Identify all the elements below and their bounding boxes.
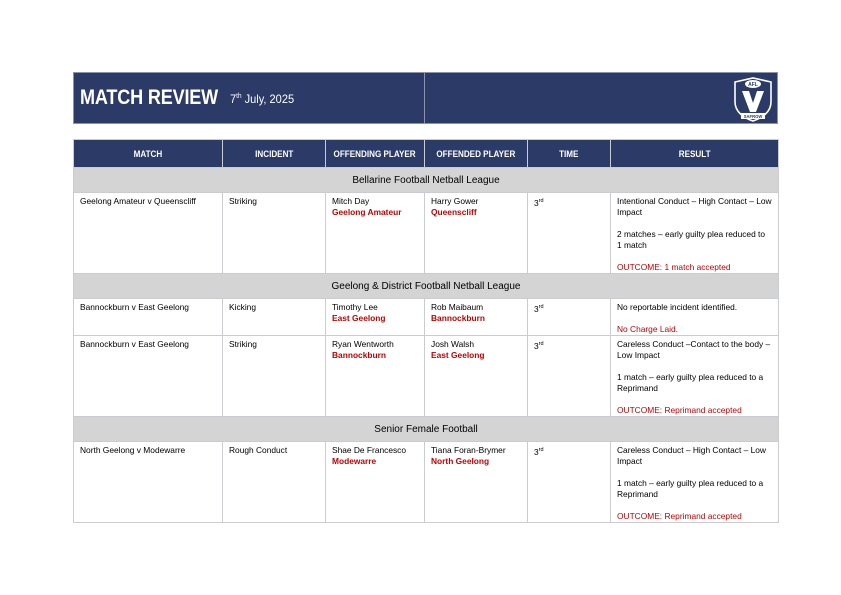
time-cell [528,299,611,336]
header-banner [73,72,778,124]
match-review-table [73,139,779,523]
column-header-match: MATCH [74,140,223,168]
outcome-text: OUTCOME: Reprimand accepted [617,511,742,521]
result-line: 2 matches – early guilty plea reduced to 1 match [617,229,766,250]
match-cell: North Geelong v Modewarre [74,442,223,523]
column-header-offended-player: OFFENDED PLAYER [425,140,528,168]
table-row [74,442,779,523]
table-row [74,299,779,336]
time-quarter: 3 [534,304,539,314]
result-line: Careless Conduct –Contact to the body – Low Impact [617,339,771,360]
logo-bottom-text: SAFROW [743,114,763,119]
result-line: Intentional Conduct – High Contact – Low Impact [617,196,772,217]
result-cell [611,193,779,274]
offending-player-team: Bannockburn [332,350,386,360]
date-suffix: th [236,93,242,100]
incident-cell: Rough Conduct [223,442,326,523]
result-cell [611,336,779,417]
offending-player-cell [326,442,425,523]
offended-player-name: Josh Walsh [431,339,474,349]
offended-player-cell [425,193,528,274]
table-header-row [74,140,779,168]
column-header-time: TIME [528,140,611,168]
offending-player-name: Mitch Day [332,196,370,206]
outcome-text: OUTCOME: Reprimand accepted [617,405,742,415]
column-header-offending-player: OFFENDING PLAYER [326,140,425,168]
time-cell [528,442,611,523]
match-cell: Bannockburn v East Geelong [74,299,223,336]
result-line: 1 match – early guilty plea reduced to a Reprimand [617,478,764,499]
incident-cell: Striking [223,193,326,274]
league-row [74,417,779,442]
logo-top-text: AFL [748,82,758,88]
offending-player-cell [326,336,425,417]
result-line: No reportable incident identified. [617,302,738,312]
offending-player-cell [326,299,425,336]
offending-player-cell [326,193,425,274]
date-day: 7 [230,92,237,106]
page-title [80,86,295,110]
result-line: Careless Conduct – High Contact – Low Impact [617,445,766,466]
column-header-incident: INCIDENT [223,140,326,168]
afl-victoria-logo-icon [732,76,774,122]
table-row [74,193,779,274]
result-cell [611,299,779,336]
offended-player-name: Harry Gower [431,196,479,206]
time-suffix: rd [538,341,544,347]
review-date [230,92,294,106]
time-suffix: rd [538,304,544,310]
outcome-text: No Charge Laid. [617,324,678,334]
time-cell [528,193,611,274]
offended-player-team: East Geelong [431,350,485,360]
offending-player-team: East Geelong [332,313,386,323]
offending-player-name: Ryan Wentworth [332,339,394,349]
offended-player-team: North Geelong [431,456,490,466]
time-suffix: rd [538,198,544,204]
offending-player-team: Modewarre [332,456,377,466]
time-quarter: 3 [534,341,539,351]
incident-cell: Kicking [223,299,326,336]
offending-player-name: Shae De Francesco [332,445,407,455]
result-line: 1 match – early guilty plea reduced to a Reprimand [617,372,764,393]
time-cell [528,336,611,417]
offended-player-name: Tiana Foran-Brymer [431,445,506,455]
offended-player-team: Queenscliff [431,207,477,217]
match-cell: Geelong Amateur v Queenscliff [74,193,223,274]
incident-cell: Striking [223,336,326,417]
offended-player-team: Bannockburn [431,313,485,323]
time-suffix: rd [538,447,544,453]
offended-player-cell [425,336,528,417]
match-cell: Bannockburn v East Geelong [74,336,223,417]
league-name: Geelong & District Football Netball League [74,274,779,299]
column-header-result: RESULT [611,140,779,168]
result-cell [611,442,779,523]
time-quarter: 3 [534,198,539,208]
outcome-text: OUTCOME: 1 match accepted [617,262,731,272]
league-name: Senior Female Football [74,417,779,442]
time-quarter: 3 [534,447,539,457]
banner-divider [424,73,425,123]
offending-player-name: Timothy Lee [332,302,378,312]
offending-player-team: Geelong Amateur [332,207,402,217]
league-row [74,168,779,193]
date-rest: July, 2025 [241,92,295,106]
table-row [74,336,779,417]
league-row [74,274,779,299]
league-name: Bellarine Football Netball League [74,168,779,193]
offended-player-cell [425,442,528,523]
offended-player-name: Rob Maibaum [431,302,484,312]
title-text: MATCH REVIEW [80,86,219,109]
offended-player-cell [425,299,528,336]
